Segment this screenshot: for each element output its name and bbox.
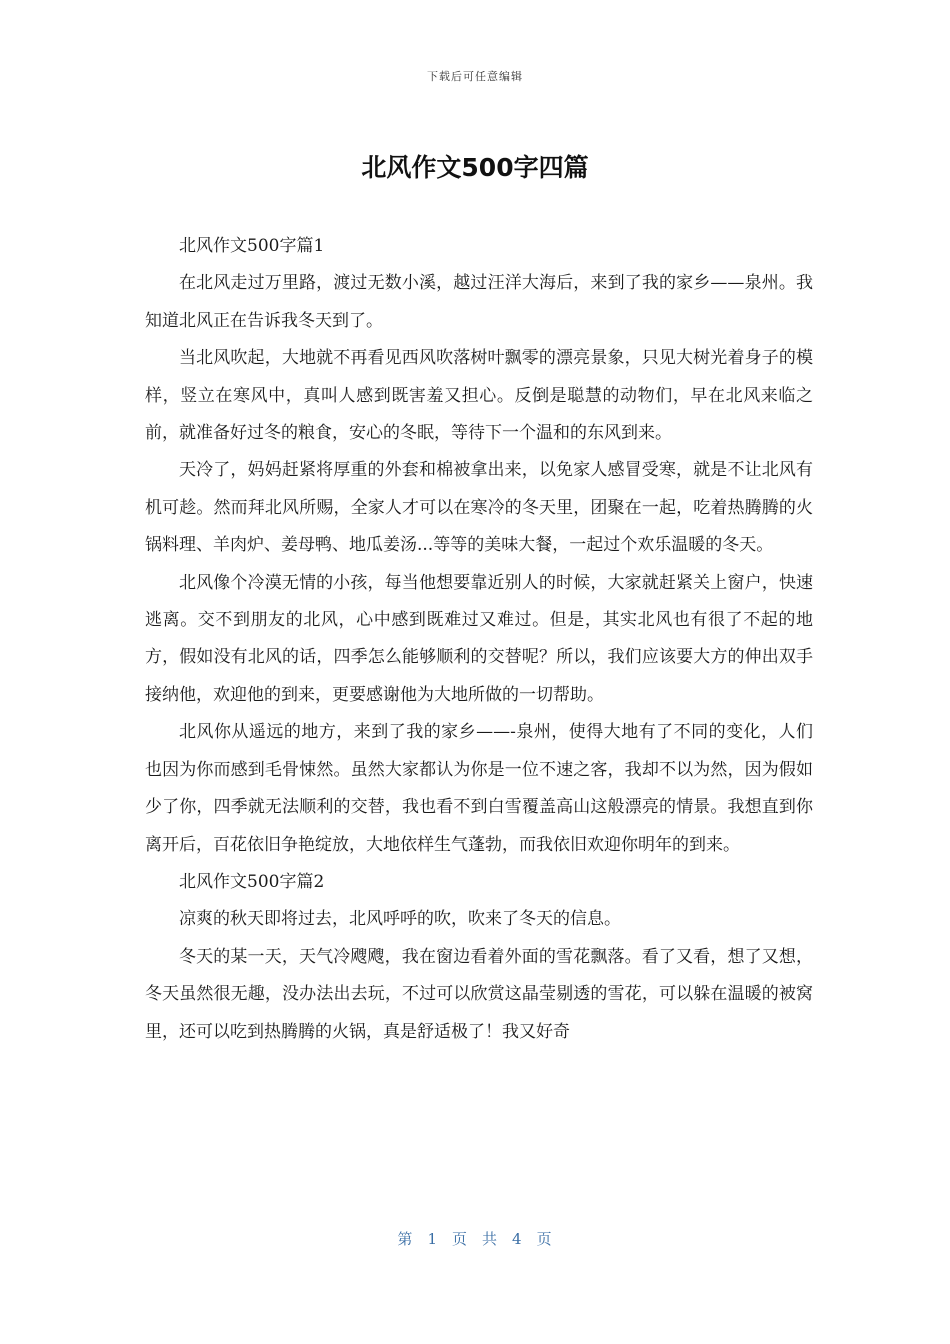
document-body — [145, 228, 813, 1051]
footer-total-label: 共 — [482, 1230, 499, 1248]
footer-total-pages: 4 — [512, 1230, 523, 1248]
section-heading: 北风作文500字篇2 — [179, 871, 325, 892]
document-title: 北风作文500字四篇 — [361, 153, 589, 182]
footer-end-word: 页 — [536, 1230, 553, 1248]
header-note: 下载后可任意编辑 — [427, 70, 523, 83]
body-paragraph: 凉爽的秋天即将过去，北风呼呼的吹，吹来了冬天的信息。 — [179, 909, 621, 930]
body-paragraph: 北风你从遥远的地方，来到了我的家乡——-泉州，使得大地有了不同的变化，人们也因为你而感到毛骨悚然。虽然大家都认为你是一位不速之客，我却不以为然，因为假如少了你，四季就无法顺利的交替，我也看不到白雪覆盖高山这般漂亮的情景。我想直到你离开后，百花依旧争艳绽放，大地依样生气蓬勃，而我依旧欢迎你明年的到来。 — [145, 722, 813, 855]
body-paragraph: 当北风吹起，大地就不再看见西风吹落树叶飘零的漂亮景象，只见大树光着身子的模样，竖立在寒风中，真叫人感到既害羞又担心。反倒是聪慧的动物们，早在北风来临之前，就准备好过冬的粮食，安心的冬眠，等待下一个温和的东风到来。 — [145, 348, 813, 444]
body-paragraph: 冬天的某一天，天气冷飕飕，我在窗边看着外面的雪花飘落。看了又看，想了又想，冬天虽然很无趣，没办法出去玩，不过可以欣赏这晶莹剔透的雪花，可以躲在温暖的被窝里，还可以吃到热腾腾的火锅，真是舒适极了！我又好奇 — [145, 946, 813, 1042]
page-footer — [0, 1228, 950, 1249]
footer-current-page: 1 — [427, 1230, 438, 1248]
body-paragraph: 北风像个冷漠无情的小孩，每当他想要靠近别人的时候，大家就赶紧关上窗户，快速逃离。交不到朋友的北风，心中感到既难过又难过。但是，其实北风也有很了不起的地方，假如没有北风的话，四季怎么能够顺利的交替呢？所以，我们应该要大方的伸出双手接纳他，欢迎他的到来，更要感谢他为大地所做的一切帮助。 — [145, 572, 813, 705]
body-paragraph: 在北风走过万里路，渡过无数小溪，越过汪洋大海后，来到了我的家乡——泉州。我知道北风正在告诉我冬天到了。 — [145, 273, 813, 331]
section-heading: 北风作文500字篇1 — [179, 236, 325, 256]
footer-page-word: 页 — [451, 1230, 468, 1248]
body-paragraph: 天冷了，妈妈赶紧将厚重的外套和棉被拿出来，以免家人感冒受寒，就是不让北风有机可趁。然而拜北风所赐，全家人才可以在寒冷的冬天里，团聚在一起，吃着热腾腾的火锅料理、羊肉炉、姜母鸭、地瓜姜汤...等等的美味大餐，一起过个欢乐温暖的冬天。 — [145, 460, 813, 556]
footer-page-label: 第 — [397, 1230, 414, 1248]
